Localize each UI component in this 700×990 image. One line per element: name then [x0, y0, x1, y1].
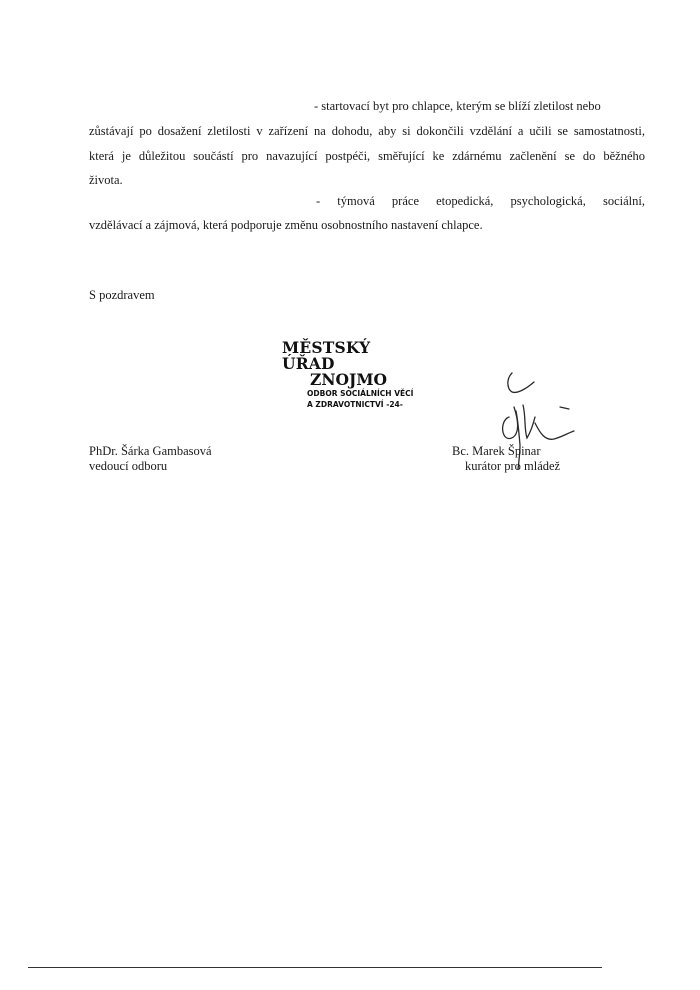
stamp-line-1: MĚSTSKÝ ÚŘAD	[282, 338, 371, 373]
stamp-line-2: ZNOJMO	[310, 370, 387, 389]
right-signatory-role: kurátor pro mládež	[465, 459, 561, 473]
item2-line2: vzdělávací a zájmová, která podporuje změnu osobnostního nastavení chlapce.	[89, 218, 483, 232]
left-signatory-role: vedoucí odboru	[89, 459, 168, 473]
footer-divider	[28, 967, 602, 968]
item1-line3: která je důležitou součástí pro navazující postpéči, směřující ke zdárnému začlenění se do běžného	[89, 149, 645, 163]
item1-line1: - startovací byt pro chlapce, kterým se blíží zletilost nebo	[314, 99, 601, 113]
right-signatory-name: Bc. Marek Špinar	[452, 444, 541, 458]
stamp-line-3: ODBOR SOCIÁLNÍCH VĚCÍ	[307, 389, 414, 398]
closing-greeting: S pozdravem	[89, 288, 155, 302]
stamp-line-4: A ZDRAVOTNICTVÍ -24-	[307, 400, 403, 409]
item1-line2: zůstávají po dosažení zletilosti v zařízení na dohodu, aby si dokončili vzdělání a učili se samostatnosti,	[89, 124, 645, 138]
left-signatory-name: PhDr. Šárka Gambasová	[89, 444, 212, 458]
office-stamp	[282, 340, 422, 410]
item2-line1: - týmová práce etopedická, psychologická, sociální,	[316, 194, 645, 208]
item1-line4: života.	[89, 173, 123, 187]
